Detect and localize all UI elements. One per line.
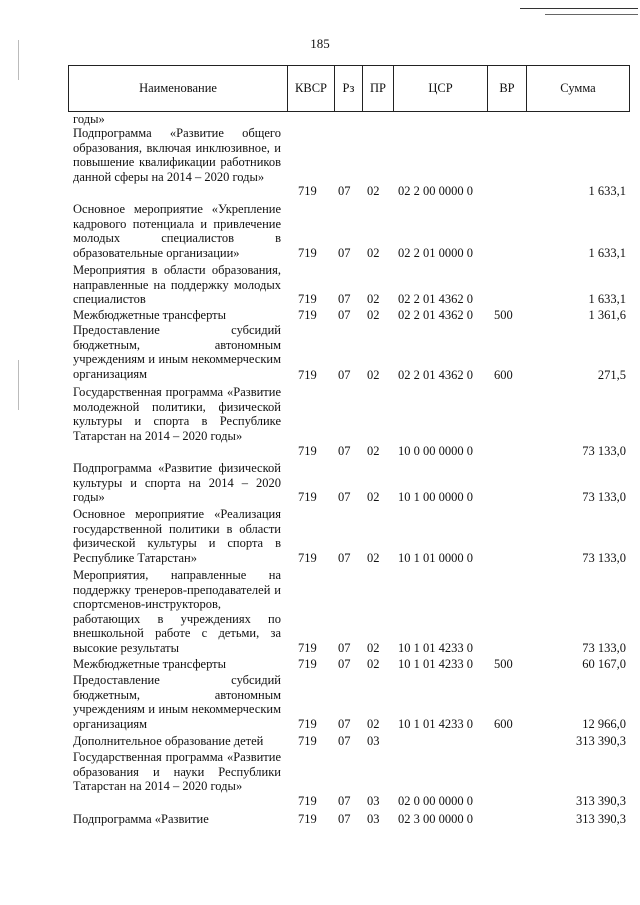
- table-row: [0, 126, 640, 199]
- row-vr: 500: [494, 308, 513, 323]
- row-csr: 10 0 00 0000 0: [398, 444, 473, 459]
- row-name: Подпрограмма «Развитие: [73, 812, 209, 826]
- row-sum: 60 167,0: [582, 657, 626, 672]
- top-rule-secondary: [545, 14, 638, 15]
- row-pr: 02: [367, 551, 380, 566]
- row-pr: 02: [367, 184, 380, 199]
- row-rz: 07: [338, 490, 351, 505]
- row-sum: 12 966,0: [582, 717, 626, 732]
- top-rule: [520, 8, 638, 9]
- row-rz: 07: [338, 551, 351, 566]
- row-name: Межбюджетные трансферты: [73, 657, 227, 671]
- row-name: Государственная программа «Развитие молодежной политики, физической культуры и спорта в Республике Татарстан на 2014 – 2020 годы»: [73, 385, 281, 443]
- row-pr: 03: [367, 812, 380, 827]
- table-row: [0, 812, 640, 827]
- row-sum: 1 633,1: [588, 184, 626, 199]
- row-name: Предоставление субсидий бюджетным, автономным учреждениям и иным некоммерческим организациям: [73, 673, 281, 731]
- table-row: [0, 308, 640, 323]
- table-row: [0, 263, 640, 307]
- row-pr: 03: [367, 734, 380, 749]
- table-row: [0, 750, 640, 809]
- row-name: Дополнительное образование детей: [73, 734, 264, 748]
- header-sum: Сумма: [526, 66, 629, 111]
- row-csr: 10 1 01 4233 0: [398, 717, 473, 732]
- row-name: Основное мероприятие «Реализация государственной политики в области физической культуры и спорта в Республике Татарстан»: [73, 507, 281, 565]
- row-rz: 07: [338, 794, 351, 809]
- row-csr: 02 2 01 4362 0: [398, 308, 473, 323]
- row-csr: 10 1 00 0000 0: [398, 490, 473, 505]
- row-rz: 07: [338, 246, 351, 261]
- table-header: [68, 65, 630, 112]
- table-row: [0, 323, 640, 383]
- row-sum: 1 361,6: [588, 308, 626, 323]
- header-vr: ВР: [487, 66, 526, 111]
- row-sum: 1 633,1: [588, 292, 626, 307]
- row-csr: 02 3 00 0000 0: [398, 812, 473, 827]
- row-sum: 73 133,0: [582, 490, 626, 505]
- row-name: Подпрограмма «Развитие физической культуры и спорта на 2014 – 2020 годы»: [73, 461, 281, 505]
- row-kvsr: 719: [298, 657, 317, 672]
- table-row: [0, 461, 640, 505]
- row-pr: 02: [367, 308, 380, 323]
- table-row: [0, 202, 640, 261]
- row-name: Предоставление субсидий бюджетным, автономным учреждениям и иным некоммерческим организациям: [73, 323, 281, 381]
- row-pr: 02: [367, 717, 380, 732]
- row-pr: 02: [367, 490, 380, 505]
- row-vr: 500: [494, 657, 513, 672]
- row-csr: 10 1 01 4233 0: [398, 641, 473, 656]
- row-pr: 02: [367, 657, 380, 672]
- page-number: 185: [310, 36, 330, 51]
- row-kvsr: 719: [298, 292, 317, 307]
- row-csr: 02 2 01 0000 0: [398, 246, 473, 261]
- row-rz: 07: [338, 368, 351, 383]
- row-sum: 1 633,1: [588, 246, 626, 261]
- row-name: Мероприятия, направленные на поддержку тренеров-преподавателей и спортсменов-инструкторов, работающих в учреждениях по внешкольной работе с детьми, за высокие результаты: [73, 568, 281, 655]
- row-pr: 02: [367, 368, 380, 383]
- row-sum: 73 133,0: [582, 551, 626, 566]
- row-kvsr: 719: [298, 717, 317, 732]
- row-sum: 313 390,3: [576, 734, 626, 749]
- row-name: Подпрограмма «Развитие общего образования, включая инклюзивное, и повышение квалификации работников данной сферы на 2014 – 2020 годы»: [73, 126, 281, 184]
- row-rz: 07: [338, 657, 351, 672]
- row-sum: 313 390,3: [576, 794, 626, 809]
- row-rz: 07: [338, 308, 351, 323]
- table-row: [0, 673, 640, 732]
- row-pr: 03: [367, 794, 380, 809]
- row-rz: 07: [338, 812, 351, 827]
- row-name: Государственная программа «Развитие образования и науки Республики Татарстан на 2014 – 2020 годы»: [73, 750, 281, 794]
- row-kvsr: 719: [298, 734, 317, 749]
- row-sum: 271,5: [597, 368, 626, 383]
- row-rz: 07: [338, 734, 351, 749]
- row-vr: 600: [494, 717, 513, 732]
- row-csr: 10 1 01 4233 0: [398, 657, 473, 672]
- row-kvsr: 719: [298, 246, 317, 261]
- row-rz: 07: [338, 641, 351, 656]
- row-vr: 600: [494, 368, 513, 383]
- row-kvsr: 719: [298, 368, 317, 383]
- table-row: [0, 385, 640, 459]
- row-sum: 73 133,0: [582, 641, 626, 656]
- row-rz: 07: [338, 717, 351, 732]
- header-rz: Рз: [334, 66, 362, 111]
- row-csr: 02 2 01 4362 0: [398, 368, 473, 383]
- row-csr: 02 0 00 0000 0: [398, 794, 473, 809]
- row-name: Межбюджетные трансферты: [73, 308, 227, 322]
- row-kvsr: 719: [298, 490, 317, 505]
- row-name: годы»: [73, 112, 105, 126]
- row-kvsr: 719: [298, 308, 317, 323]
- header-name: Наименование: [139, 81, 217, 95]
- row-csr: 02 2 00 0000 0: [398, 184, 473, 199]
- row-rz: 07: [338, 184, 351, 199]
- row-pr: 02: [367, 292, 380, 307]
- row-name: Основное мероприятие «Укрепление кадрового потенциала и привлечение молодых специалистов в образовательные организации»: [73, 202, 281, 260]
- row-kvsr: 719: [298, 184, 317, 199]
- row-kvsr: 719: [298, 794, 317, 809]
- header-pr: ПР: [362, 66, 393, 111]
- row-kvsr: 719: [298, 641, 317, 656]
- row-csr: 10 1 01 0000 0: [398, 551, 473, 566]
- table-row: [0, 734, 640, 749]
- row-kvsr: 719: [298, 551, 317, 566]
- table-row: [0, 112, 640, 127]
- row-pr: 02: [367, 444, 380, 459]
- row-sum: 313 390,3: [576, 812, 626, 827]
- row-pr: 02: [367, 246, 380, 261]
- table-row: [0, 507, 640, 566]
- header-csr: ЦСР: [393, 66, 487, 111]
- table-row: [0, 568, 640, 656]
- row-kvsr: 719: [298, 812, 317, 827]
- row-rz: 07: [338, 444, 351, 459]
- table-row: [0, 657, 640, 672]
- row-name: Мероприятия в области образования, направленные на поддержку молодых специалистов: [73, 263, 281, 307]
- row-sum: 73 133,0: [582, 444, 626, 459]
- row-kvsr: 719: [298, 444, 317, 459]
- row-rz: 07: [338, 292, 351, 307]
- row-pr: 02: [367, 641, 380, 656]
- row-csr: 02 2 01 4362 0: [398, 292, 473, 307]
- header-kvsr: КВСР: [287, 66, 334, 111]
